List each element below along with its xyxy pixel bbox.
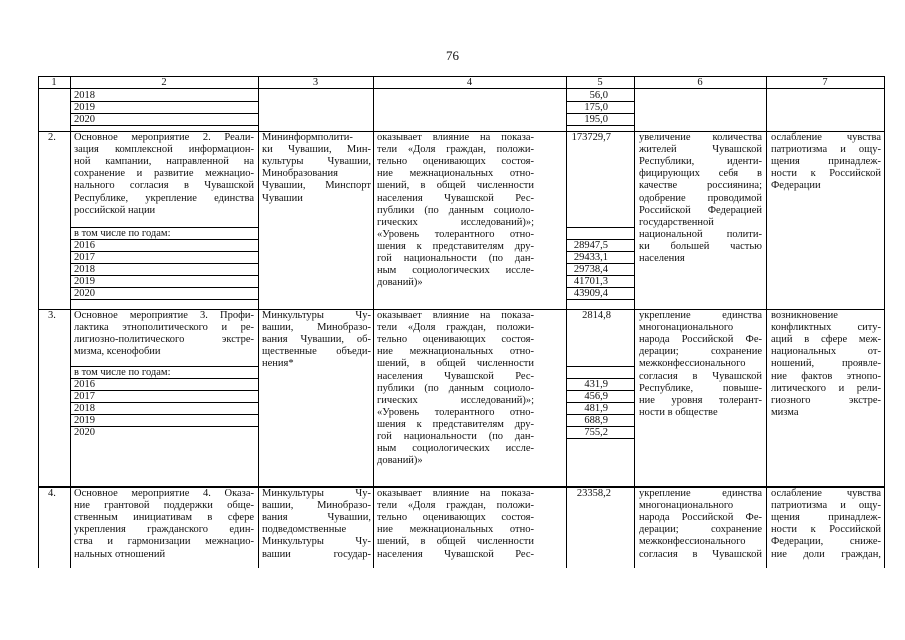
rule-line — [70, 299, 259, 300]
column-header-1: 1 — [51, 76, 57, 88]
indicator-text: шения к представителям дру- — [377, 240, 534, 252]
rule-line — [566, 426, 635, 427]
year-label: 2020 — [74, 113, 95, 125]
rule-line — [566, 101, 635, 102]
activity-name: Основное мероприятие 3. Профи- — [74, 310, 254, 321]
rule-line — [70, 287, 259, 288]
by-years-label: в том числе по годам: — [74, 227, 171, 239]
rule-line — [566, 287, 635, 288]
row-number: 3. — [48, 310, 56, 321]
rule-line — [38, 131, 885, 132]
expected-result: ки большей частью — [639, 240, 762, 252]
executor-text: Чувашии — [262, 192, 303, 204]
indicator-text: шений, в общей численности — [377, 358, 534, 370]
year-value: 29433,1 — [573, 252, 608, 263]
executor-text: вания Чувашии, — [262, 512, 371, 524]
indicator-text: ние межнациональных отно- — [377, 168, 534, 180]
row-separator — [38, 309, 885, 310]
risk-text: мизма — [771, 406, 799, 418]
rule-line — [70, 125, 259, 126]
indicator-text: населения Чувашской Рес- — [377, 370, 534, 382]
year-label: 2016 — [74, 379, 95, 390]
executor-text: вашии государ- — [262, 548, 371, 560]
rule-line — [566, 390, 635, 391]
column-header-3: 3 — [312, 76, 319, 88]
risk-text: щения принадлеж- — [771, 156, 881, 168]
total-value: 173729,7 — [571, 132, 611, 143]
risk-text: национальных от- — [771, 346, 881, 358]
year-value: 29738,4 — [573, 264, 608, 275]
indicator-text: гой национальности (по дан- — [377, 431, 534, 442]
rule-line — [566, 366, 635, 367]
year-value: 481,9 — [584, 403, 608, 414]
risk-text: щения принадлеж- — [771, 512, 881, 524]
expected-result: дерации; сохранение — [639, 346, 762, 358]
executor-text: вашии, Минобразо- — [262, 322, 371, 334]
activity-name: мизма, ксенофобии — [74, 346, 161, 358]
activity-name: Основное мероприятие 4. Оказа- — [74, 488, 254, 499]
expected-result: многонационального — [639, 322, 734, 334]
expected-result: национальной полити- — [639, 228, 762, 240]
risk-text: ношений, проявле- — [771, 358, 881, 370]
expected-result: дерации; сохранение — [639, 524, 762, 536]
column-line — [566, 76, 567, 568]
executor-text: Минкультуры Чу- — [262, 488, 371, 499]
expected-result: народа Российской Фе- — [639, 512, 762, 524]
executor-text: вашии, Минобразо- — [262, 500, 371, 512]
indicator-text: тельно оценивающих состоя- — [377, 156, 534, 168]
row-number: 2. — [48, 132, 56, 143]
activity-name: сохранение и развитие межнацио- — [74, 168, 254, 180]
rule-line — [38, 487, 885, 488]
rule-line — [70, 263, 259, 264]
expected-result: государственной — [639, 216, 714, 228]
year-value: 41701,3 — [573, 276, 608, 287]
expected-result: Российской Федерацией — [639, 204, 762, 216]
year-value: 195,0 — [584, 113, 608, 125]
column-header-5: 5 — [597, 76, 603, 88]
activity-name: нальных отношений — [74, 548, 166, 560]
risk-text: ние фактов этнопо- — [771, 370, 881, 382]
risk-text: ности к Российской — [771, 524, 881, 536]
activity-name: российской нации — [74, 204, 156, 216]
rule-line — [566, 275, 635, 276]
activity-name: ной кампании, направленной на — [74, 156, 254, 168]
indicator-text: публики (по данным социоло- — [377, 204, 534, 216]
year-label: 2016 — [74, 240, 95, 251]
column-line — [70, 76, 71, 568]
rule-line — [70, 378, 259, 379]
rule-line — [70, 402, 259, 403]
row-number: 4. — [48, 488, 56, 499]
column-line — [258, 76, 259, 568]
rule-line — [566, 263, 635, 264]
risk-text: гиозного экстре- — [771, 394, 881, 406]
indicator-text: шений, в общей численности — [377, 180, 534, 192]
year-value: 175,0 — [584, 101, 608, 113]
year-value: 43909,4 — [573, 288, 608, 299]
indicator-text: ние межнациональных отно- — [377, 524, 534, 536]
by-years-label: в том числе по годам: — [74, 366, 171, 378]
column-header-7: 7 — [822, 76, 828, 88]
executor-text: вания Чувашии, об- — [262, 334, 371, 346]
expected-result: населения — [639, 253, 685, 264]
indicator-text: тельно оценивающих состоя- — [377, 334, 534, 346]
page-number: 76 — [446, 48, 459, 63]
rule-line — [70, 390, 259, 391]
year-label: 2020 — [74, 288, 95, 299]
indicator-text: шения к представителям дру- — [377, 418, 534, 430]
header-bottom-rule — [38, 88, 885, 89]
indicator-text: тели «Доля граждан, положи- — [377, 500, 534, 512]
rule-line — [70, 426, 259, 427]
executor-text: нения* — [262, 358, 294, 370]
table-border — [884, 76, 885, 568]
risk-text: ослабление чувства — [771, 132, 881, 143]
expected-result: ности в обществе — [639, 406, 718, 418]
indicator-text: населения Чувашской Рес- — [377, 548, 534, 560]
activity-name: нального согласия в Чувашской — [74, 180, 254, 192]
rule-line — [70, 366, 259, 367]
rule-line — [70, 113, 259, 114]
year-label: 2018 — [74, 89, 95, 101]
risk-text: патриотизма и ощу- — [771, 144, 881, 156]
activity-name: Республике, укрепление единства — [74, 192, 254, 204]
rule-line — [70, 101, 259, 102]
rule-line — [70, 239, 259, 240]
expected-result: народа Российской Фе- — [639, 334, 762, 346]
year-label: 2019 — [74, 101, 95, 113]
indicator-text: ние межнациональных отно- — [377, 346, 534, 358]
indicator-text: оказывает влияние на показа- — [377, 132, 534, 143]
indicator-text: оказывает влияние на показа- — [377, 488, 534, 499]
year-label: 2017 — [74, 252, 95, 263]
activity-name: ства и гармонизации межнацио- — [74, 536, 254, 548]
column-header-6: 6 — [697, 76, 703, 88]
rule-line — [566, 239, 635, 240]
indicator-text: гой национальности (по дан- — [377, 253, 534, 264]
expected-result: фицирующих себя в — [639, 168, 762, 180]
year-label: 2020 — [74, 427, 95, 438]
year-value: 456,9 — [584, 391, 608, 402]
column-line — [634, 76, 635, 568]
activity-name: Основное мероприятие 2. Реали- — [74, 132, 254, 143]
expected-result: согласия в Чувашской — [639, 370, 762, 382]
risk-text: ослабление чувства — [771, 488, 881, 499]
indicator-text: «Уровень толерантного отно- — [377, 406, 534, 418]
executor-text: Минкультуры Чу- — [262, 310, 371, 321]
year-value: 688,9 — [584, 415, 608, 426]
table-border — [38, 76, 39, 568]
column-header-4: 4 — [466, 76, 473, 88]
executor-text: Минобразования — [262, 168, 338, 180]
risk-text: ности к Российской — [771, 168, 881, 180]
expected-result: ние уровня толерант- — [639, 394, 762, 406]
indicator-text: оказывает влияние на показа- — [377, 310, 534, 321]
year-value: 28947,5 — [573, 240, 608, 251]
rule-line — [566, 378, 635, 379]
total-value: 2814,8 — [582, 310, 611, 321]
activity-name: лигиозно-политического экстре- — [74, 334, 254, 346]
activity-name: лактика этнополитического и ре- — [74, 322, 254, 334]
column-line — [766, 76, 767, 568]
expected-result: межконфессионального — [639, 358, 746, 370]
expected-result: Республики, иденти- — [639, 156, 762, 168]
expected-result: Республике, повыше- — [639, 382, 762, 394]
indicator-text: ным социологических иссле- — [377, 443, 534, 455]
year-value: 755,2 — [584, 427, 608, 438]
rule-line — [566, 251, 635, 252]
risk-text: Федерации — [771, 180, 821, 192]
risk-text: Федерации, сниже- — [771, 536, 881, 548]
rule-line — [566, 414, 635, 415]
indicator-text: тели «Доля граждан, положи- — [377, 322, 534, 334]
indicator-text: населения Чувашской Рес- — [377, 192, 534, 204]
expected-result: укрепление единства — [639, 488, 762, 499]
rule-line — [70, 251, 259, 252]
expected-result: многонационального — [639, 500, 734, 512]
rule-line — [70, 414, 259, 415]
year-value: 56,0 — [589, 89, 608, 101]
year-label: 2018 — [74, 264, 95, 275]
executor-text: культуры Чувашии, — [262, 156, 371, 168]
indicator-text: дований)» — [377, 455, 423, 467]
expected-result: укрепление единства — [639, 310, 762, 321]
indicator-text: тели «Доля граждан, положи- — [377, 144, 534, 156]
expected-result: жителей Чувашской — [639, 144, 762, 156]
risk-text: патриотизма и ощу- — [771, 500, 881, 512]
year-label: 2017 — [74, 391, 95, 402]
expected-result: согласия в Чувашской — [639, 548, 762, 560]
executor-text: ки Чувашии, Мин- — [262, 144, 371, 156]
rule-line — [566, 438, 635, 439]
risk-text: литического и рели- — [771, 382, 881, 394]
indicator-text: публики (по данным социоло- — [377, 382, 534, 394]
expected-result: одобрение проводимой — [639, 192, 762, 204]
rule-line — [566, 402, 635, 403]
risk-text: возникновение — [771, 310, 838, 321]
rule-line — [566, 227, 635, 228]
rule-line — [566, 113, 635, 114]
column-line — [373, 76, 374, 568]
expected-result: межконфессионального — [639, 536, 746, 548]
indicator-text: тельно оценивающих состоя- — [377, 512, 534, 524]
indicator-text: дований)» — [377, 277, 423, 289]
risk-text: конфликтных ситу- — [771, 322, 881, 334]
indicator-text: гических исследований)»; — [377, 394, 534, 406]
column-header-2: 2 — [161, 76, 167, 88]
year-label: 2019 — [74, 415, 95, 426]
year-label: 2019 — [74, 276, 95, 287]
activity-name: укрепления гражданского един- — [74, 524, 254, 536]
year-value: 431,9 — [584, 379, 608, 390]
indicator-text: гических исследований)»; — [377, 216, 534, 228]
risk-text: ние доли граждан, — [771, 548, 881, 560]
indicator-text: ным социологических иссле- — [377, 265, 534, 277]
indicator-text: «Уровень толерантного отно- — [377, 228, 534, 240]
total-value: 23358,2 — [576, 488, 611, 499]
risk-text: аций в сфере меж- — [771, 334, 881, 346]
executor-text: Мининформполити- — [262, 132, 353, 143]
rule-line — [566, 299, 635, 300]
executor-text: щественные объеди- — [262, 346, 371, 358]
rule-line — [70, 275, 259, 276]
executor-text: Минкультуры Чу- — [262, 536, 371, 548]
indicator-text: шений, в общей численности — [377, 536, 534, 548]
year-label: 2018 — [74, 403, 95, 414]
activity-name: ние грантовой поддержки обще- — [74, 500, 254, 512]
executor-text: подведомственные — [262, 524, 347, 536]
activity-name: зация комплексной информацион- — [74, 144, 254, 156]
expected-result: качестве россиянина; — [639, 180, 762, 192]
executor-text: Чувашии, Минспорт — [262, 180, 371, 192]
rule-line — [566, 125, 635, 126]
activity-name: ственным инициативам в сфере — [74, 512, 254, 524]
expected-result: увеличение количества — [639, 132, 762, 143]
rule-line — [70, 227, 259, 228]
